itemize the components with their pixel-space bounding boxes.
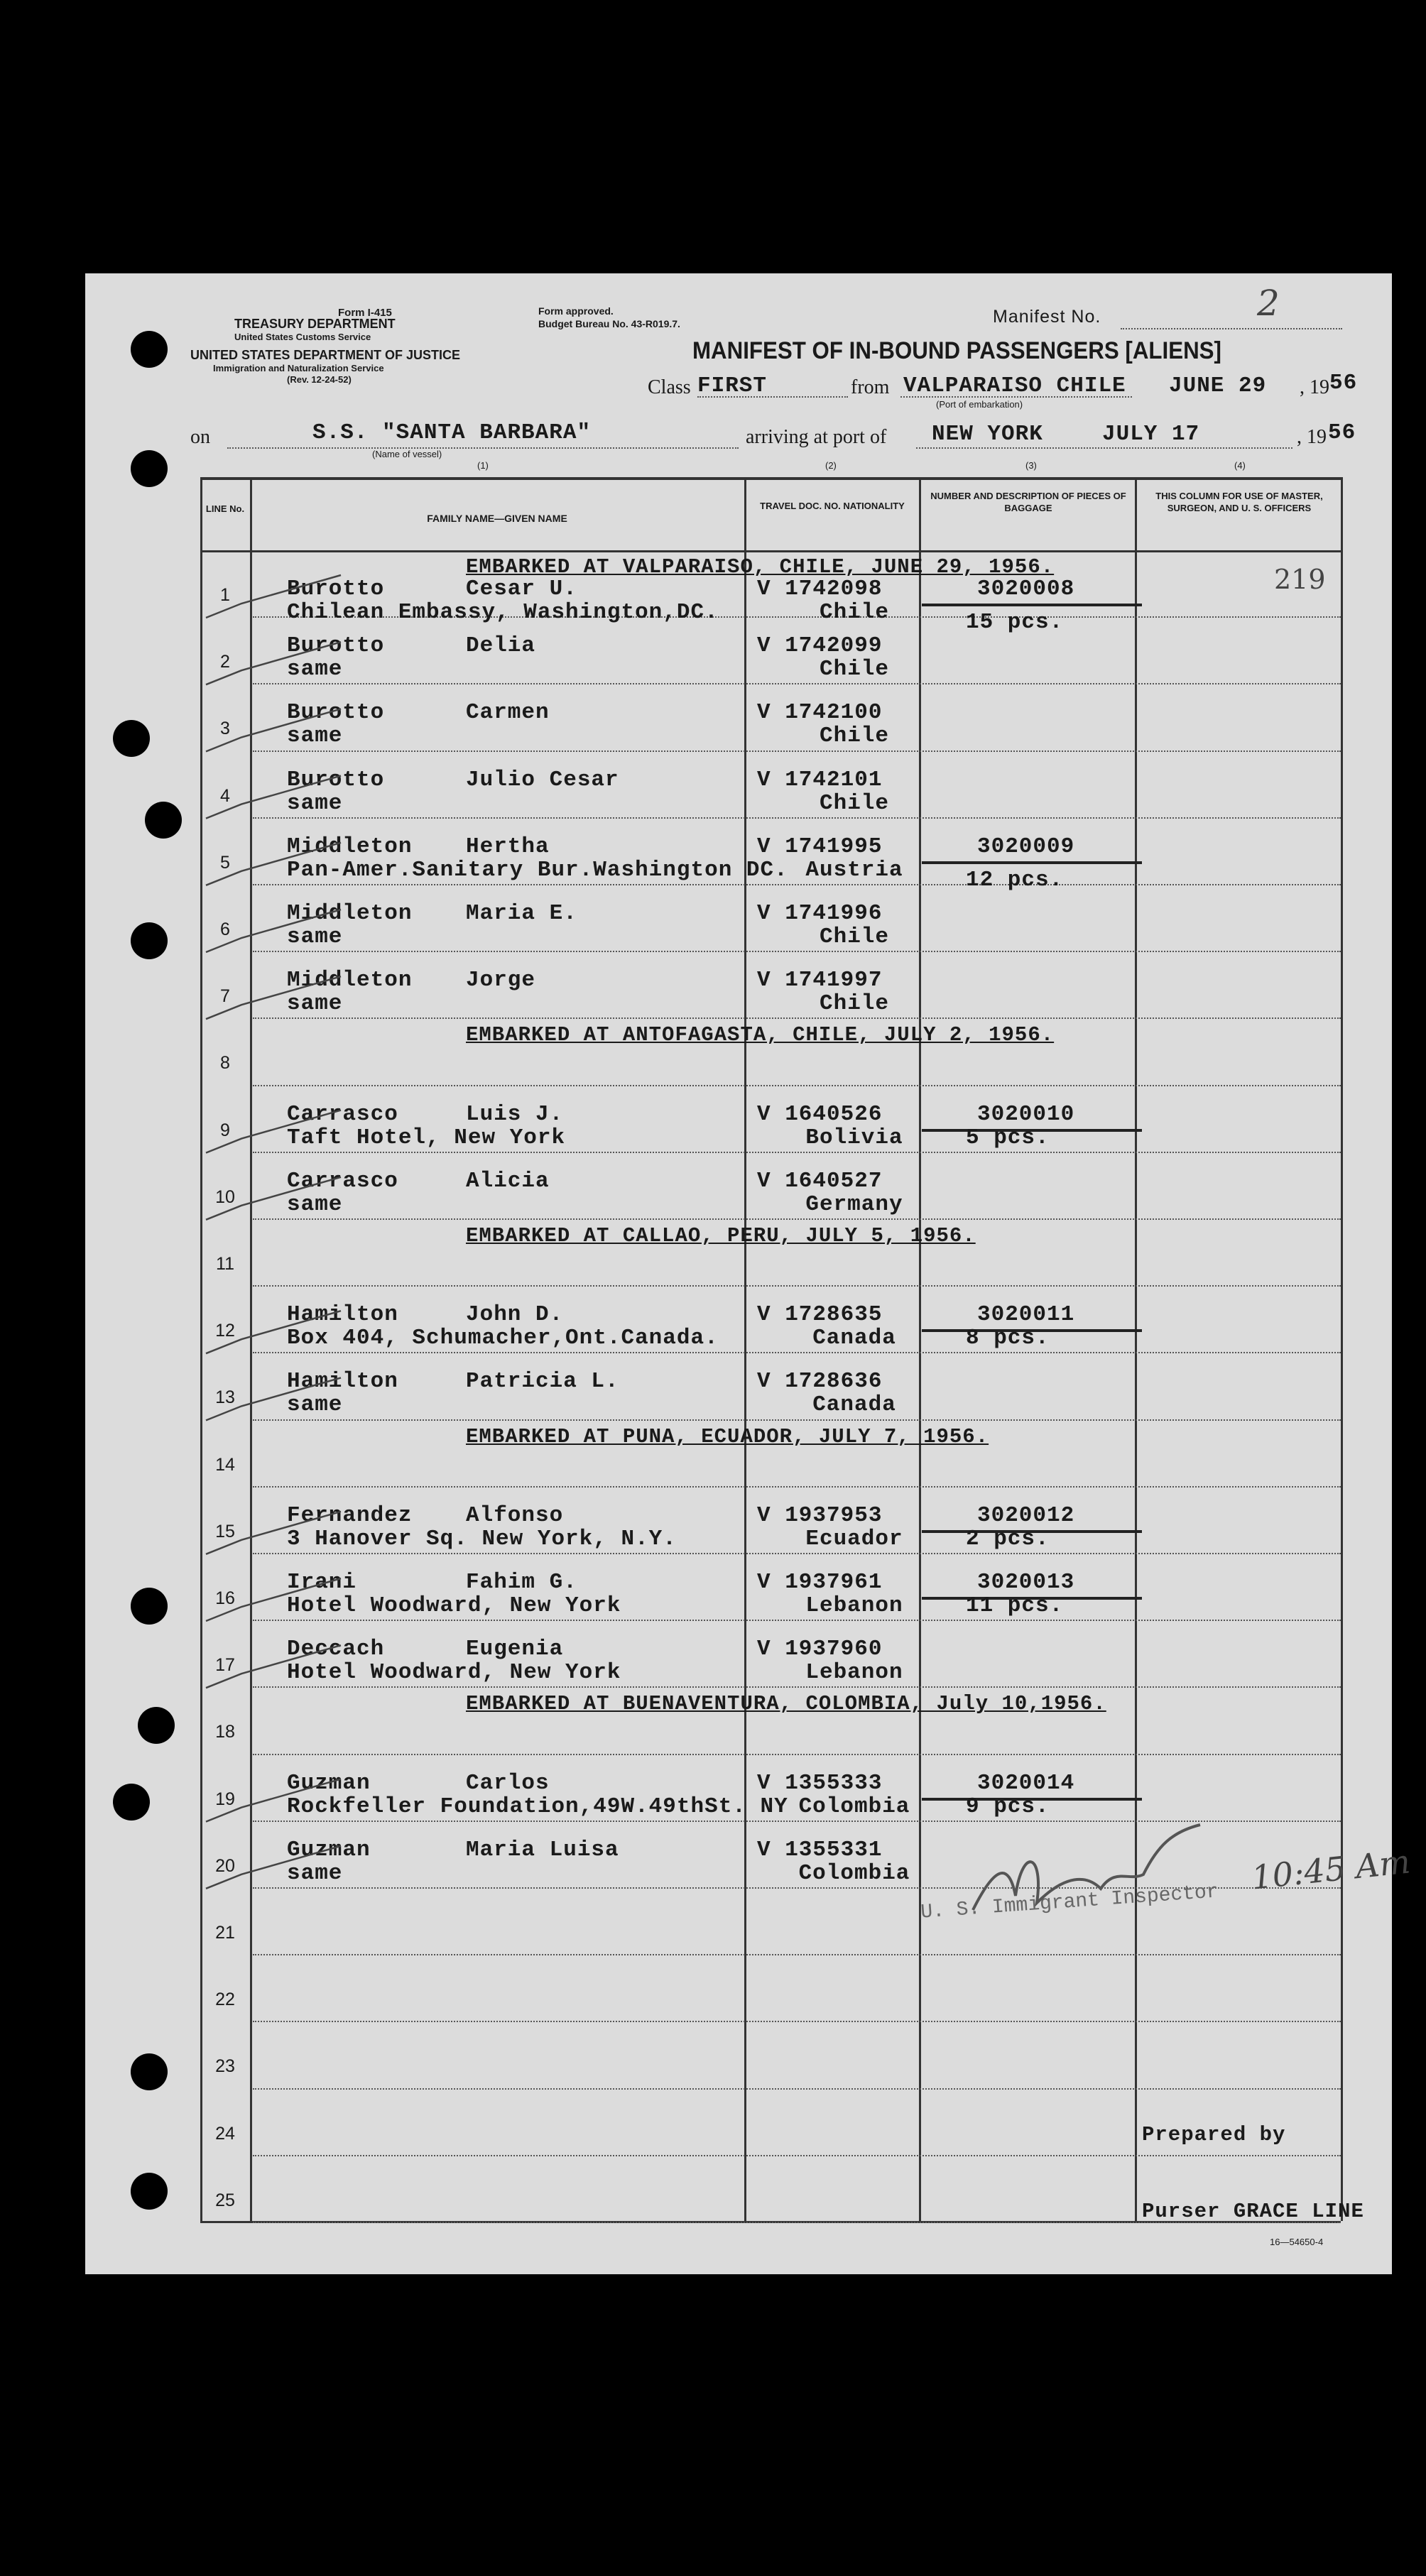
from-year-prefix: , 19 — [1300, 376, 1329, 398]
row-divider — [253, 1620, 1341, 1621]
passenger-address: Pan-Amer.Sanitary Bur.Washington DC. — [287, 857, 788, 883]
tick-mark — [206, 1779, 341, 1822]
from-year: 56 — [1329, 371, 1358, 395]
header-officers: THIS COLUMN FOR USE OF MASTER, SURGEON, AND U. S. OFFICERS — [1155, 491, 1323, 513]
tick-mark — [206, 1846, 341, 1889]
tick-mark — [206, 776, 341, 819]
nationality: Lebanon — [805, 1593, 903, 1618]
arrive-port: NEW YORK — [932, 422, 1043, 447]
baggage-pieces: 8 pcs. — [966, 1326, 1050, 1351]
punch-hole — [131, 2173, 168, 2210]
travel-doc-number: V 1728635 — [757, 1302, 883, 1328]
passenger-address: 3 Hanover Sq. New York, N.Y. — [287, 1526, 677, 1551]
punch-hole — [131, 331, 168, 368]
tick-mark — [206, 1645, 341, 1688]
baggage-number: 3020014 — [977, 1770, 1075, 1796]
line-number: 18 — [215, 1722, 235, 1742]
travel-doc-number: V 1741995 — [757, 834, 883, 859]
line-number: 5 — [220, 852, 230, 873]
row-divider — [253, 1419, 1341, 1421]
line-number: 6 — [220, 919, 230, 939]
col-divider-doc — [919, 477, 921, 2221]
line-number: 9 — [220, 1120, 230, 1140]
punch-hole — [131, 1588, 168, 1625]
passenger-given-name: Fahim G. — [466, 1570, 577, 1595]
line-number: 8 — [220, 1053, 230, 1074]
embarked-heading: EMBARKED AT VALPARAISO, CHILE, JUNE 29, 1956. — [466, 555, 1055, 579]
col-divider-right — [1341, 477, 1343, 2221]
line-number: 12 — [215, 1321, 235, 1341]
passenger-family-name: Middleton — [287, 968, 413, 993]
travel-doc-number: V 1937961 — [757, 1570, 883, 1595]
line-number: 19 — [215, 1789, 235, 1809]
line-number: 15 — [215, 1521, 235, 1541]
line-number: 10 — [215, 1186, 235, 1207]
line-number: 7 — [220, 986, 230, 1007]
line-number: 24 — [215, 2123, 235, 2144]
officer-note-219: 219 — [1274, 564, 1326, 595]
header-baggage: NUMBER AND DESCRIPTION OF PIECES OF BAGGAGE — [930, 491, 1126, 513]
arrive-line — [916, 447, 1292, 449]
row-divider — [253, 1352, 1341, 1353]
line-number: 21 — [215, 1923, 235, 1943]
row-divider — [253, 1218, 1341, 1220]
arrive-year: 56 — [1328, 420, 1356, 445]
tick-mark — [206, 1512, 341, 1554]
baggage-pieces: 5 pcs. — [966, 1125, 1050, 1150]
baggage-number: 3020012 — [977, 1502, 1075, 1528]
passenger-given-name: Luis J. — [466, 1101, 564, 1127]
row-divider — [253, 817, 1341, 819]
passenger-family-name: Deccach — [287, 1637, 385, 1662]
passenger-family-name: Middleton — [287, 834, 413, 859]
nationality: Chile — [819, 790, 889, 816]
nationality: Chile — [819, 600, 889, 625]
tick-mark — [206, 1110, 341, 1153]
passenger-family-name: Irani — [287, 1570, 357, 1595]
line-number: 2 — [220, 652, 230, 672]
tick-mark — [206, 843, 341, 885]
passenger-family-name: Burotto — [287, 767, 385, 792]
on-label: on — [190, 426, 210, 448]
signature-stroke — [973, 1825, 1200, 1910]
inspector-stamp: U. S. Immigrant Inspector — [920, 1881, 1219, 1924]
row-divider — [253, 2155, 1341, 2156]
row-divider — [253, 2021, 1341, 2022]
line-number: 13 — [215, 1387, 235, 1408]
passenger-address: Hotel Woodward, New York — [287, 1593, 621, 1618]
passenger-given-name: Julio Cesar — [466, 767, 619, 792]
passenger-address: same — [287, 924, 343, 949]
immigration-service: Immigration and Naturalization Service — [213, 363, 384, 373]
col3-number: (3) — [1025, 460, 1037, 471]
tick-mark — [206, 1578, 341, 1621]
passenger-given-name: Hertha — [466, 834, 550, 859]
nationality: Ecuador — [805, 1526, 903, 1551]
line-number: 14 — [215, 1454, 235, 1475]
table-top-border — [200, 477, 1341, 480]
manifest-sheet — [85, 273, 1413, 2274]
travel-doc-number: V 1741997 — [757, 968, 883, 993]
baggage-pieces: 12 pcs. — [966, 867, 1064, 893]
passenger-family-name: Fernandez — [287, 1502, 413, 1528]
punch-hole — [131, 922, 168, 959]
passenger-given-name: Maria E. — [466, 901, 577, 926]
passenger-given-name: Maria Luisa — [466, 1837, 619, 1862]
travel-doc-number: V 1640526 — [757, 1101, 883, 1127]
baggage-number: 3020013 — [977, 1570, 1075, 1595]
nationality: Lebanon — [805, 1660, 903, 1686]
passenger-given-name: Patricia L. — [466, 1369, 619, 1395]
passenger-address: same — [287, 1191, 343, 1217]
passenger-given-name: Alfonso — [466, 1502, 564, 1528]
manifest-title: MANIFEST OF IN-BOUND PASSENGERS [ALIENS] — [692, 337, 1221, 364]
vessel-name: S.S. "SANTA BARBARA" — [312, 420, 592, 445]
travel-doc-number: V 1742101 — [757, 767, 883, 792]
tick-marks — [199, 554, 362, 1974]
passenger-family-name: Burotto — [287, 577, 385, 601]
row-divider — [253, 1553, 1341, 1554]
passenger-address: same — [287, 724, 343, 749]
row-divider — [253, 951, 1341, 952]
treasury-department: TREASURY DEPARTMENT — [234, 317, 396, 331]
baggage-number: 3020008 — [977, 577, 1075, 601]
line-number: 25 — [215, 2190, 235, 2210]
passenger-address: same — [287, 790, 343, 816]
vessel-caption: (Name of vessel) — [372, 449, 442, 459]
nationality: Austria — [805, 857, 903, 883]
row-divider — [253, 884, 1341, 885]
header-name: FAMILY NAME—GIVEN NAME — [427, 513, 567, 524]
embarked-heading: EMBARKED AT ANTOFAGASTA, CHILE, JULY 2, 1956. — [466, 1023, 1055, 1047]
arrive-year-prefix: , 19 — [1297, 426, 1327, 448]
line-number: 20 — [215, 1855, 235, 1876]
tick-mark — [206, 1311, 341, 1353]
header-line-no: LINE No. — [205, 503, 245, 514]
line-number: 3 — [220, 719, 230, 739]
row-divider — [253, 683, 1341, 684]
row-divider — [253, 1486, 1341, 1488]
travel-doc-number: V 1355333 — [757, 1770, 883, 1796]
nationality: Bolivia — [805, 1125, 903, 1150]
passenger-given-name: Carmen — [466, 700, 550, 726]
form-number: Form I-415 — [338, 307, 392, 319]
travel-doc-number: V 1937960 — [757, 1637, 883, 1662]
baggage-pieces: 2 pcs. — [966, 1526, 1050, 1551]
class-value: FIRST — [697, 373, 768, 398]
passenger-family-name: Carrasco — [287, 1101, 398, 1127]
passenger-given-name: Delia — [466, 633, 536, 659]
customs-service: United States Customs Service — [234, 332, 371, 342]
passenger-address: same — [287, 991, 343, 1017]
embarked-heading: EMBARKED AT BUENAVENTURA, COLOMBIA, July 10,1956. — [466, 1692, 1106, 1716]
class-line — [697, 396, 848, 398]
row-divider — [253, 2088, 1341, 2090]
header-travel-doc: TRAVEL DOC. NO. NATIONALITY — [760, 501, 905, 511]
passenger-family-name: Burotto — [287, 633, 385, 659]
nationality: Chile — [819, 724, 889, 749]
row-divider — [253, 1085, 1341, 1086]
from-port: VALPARAISO CHILE — [903, 373, 1126, 398]
signature-time: 10:45 Am — [1249, 1842, 1413, 1897]
baggage-number: 3020010 — [977, 1101, 1075, 1127]
passenger-given-name: Carlos — [466, 1770, 550, 1796]
passenger-family-name: Hamilton — [287, 1369, 398, 1395]
baggage-underline — [922, 604, 1142, 606]
tick-mark — [206, 642, 341, 684]
row-divider — [253, 1754, 1341, 1755]
passenger-family-name: Guzman — [287, 1837, 371, 1862]
tick-mark — [206, 1177, 341, 1220]
punch-hole — [131, 450, 168, 487]
passenger-family-name: Carrasco — [287, 1168, 398, 1194]
embarked-heading: EMBARKED AT PUNA, ECUADOR, JULY 7, 1956. — [466, 1424, 989, 1448]
passenger-address: same — [287, 657, 343, 682]
col2-number: (2) — [825, 460, 837, 471]
line-number: 11 — [216, 1254, 234, 1274]
row-divider — [253, 1954, 1341, 1955]
nationality: Chile — [819, 991, 889, 1017]
baggage-number: 3020011 — [977, 1302, 1075, 1328]
travel-doc-number: V 1742100 — [757, 700, 883, 726]
baggage-number: 3020009 — [977, 834, 1075, 859]
col1-number: (1) — [477, 460, 489, 471]
passenger-family-name: Burotto — [287, 700, 385, 726]
passenger-address: same — [287, 1860, 343, 1886]
passenger-family-name: Middleton — [287, 901, 413, 926]
from-line — [900, 396, 1132, 398]
travel-doc-number: V 1937953 — [757, 1502, 883, 1528]
tick-mark — [206, 910, 341, 952]
table-header-border — [200, 550, 1341, 552]
from-date: JUNE 29 — [1169, 373, 1267, 398]
nationality: Canada — [812, 1326, 896, 1351]
col-divider-baggage — [1135, 477, 1137, 2221]
nationality: Chile — [819, 924, 889, 949]
revision-date: (Rev. 12-24-52) — [287, 374, 352, 385]
passenger-given-name: Cesar U. — [466, 577, 577, 601]
manifest-no-value: 2 — [1257, 283, 1280, 324]
nationality: Colombia — [798, 1794, 910, 1819]
embarked-heading: EMBARKED AT CALLAO, PERU, JULY 5, 1956. — [466, 1224, 976, 1248]
travel-doc-number: V 1355331 — [757, 1837, 883, 1862]
travel-doc-number: V 1640527 — [757, 1168, 883, 1194]
travel-doc-number: V 1742098 — [757, 577, 883, 601]
tick-mark — [206, 575, 341, 618]
passenger-address: Taft Hotel, New York — [287, 1125, 566, 1150]
line-number: 22 — [215, 1990, 235, 2010]
passenger-address: Rockfeller Foundation,49W.49thSt. NY — [287, 1794, 788, 1819]
passenger-given-name: John D. — [466, 1302, 564, 1328]
manifest-no-label: Manifest No. — [993, 307, 1101, 327]
tick-mark — [206, 1377, 341, 1420]
row-divider — [253, 751, 1341, 752]
punch-hole — [138, 1707, 175, 1744]
passenger-family-name: Guzman — [287, 1770, 371, 1796]
from-label: from — [851, 376, 890, 398]
punch-hole — [131, 2053, 168, 2090]
row-divider — [253, 1152, 1341, 1153]
department-of-justice: UNITED STATES DEPARTMENT OF JUSTICE — [190, 348, 461, 362]
port-caption: (Port of embarkation) — [936, 399, 1023, 410]
punch-hole — [113, 720, 150, 757]
travel-doc-number: V 1728636 — [757, 1369, 883, 1395]
travel-doc-number: V 1741996 — [757, 901, 883, 926]
nationality: Chile — [819, 657, 889, 682]
row-divider — [253, 1285, 1341, 1287]
punch-hole — [145, 802, 182, 839]
passenger-given-name: Jorge — [466, 968, 536, 993]
line-number: 16 — [215, 1588, 235, 1608]
col4-number: (4) — [1234, 460, 1246, 471]
line-number: 4 — [220, 785, 230, 806]
arrive-date: JULY 17 — [1102, 422, 1200, 447]
budget-bureau: Budget Bureau No. 43-R019.7. — [538, 318, 680, 329]
line-number: 23 — [215, 2056, 235, 2077]
passenger-address: Chilean Embassy, Washington,DC. — [287, 600, 719, 625]
passenger-given-name: Eugenia — [466, 1637, 564, 1662]
line-number: 17 — [215, 1655, 235, 1676]
footer-code: 16—54650-4 — [1270, 2237, 1324, 2247]
inspector-signature — [966, 1803, 1264, 1931]
nationality: Colombia — [798, 1860, 910, 1886]
line-number: 1 — [220, 585, 230, 605]
baggage-pieces: 9 pcs. — [966, 1794, 1050, 1819]
tick-mark — [206, 709, 341, 751]
manifest-no-line — [1121, 328, 1342, 329]
vessel-line — [227, 447, 739, 449]
travel-doc-number: V 1742099 — [757, 633, 883, 659]
nationality: Canada — [812, 1392, 896, 1418]
passenger-given-name: Alicia — [466, 1168, 550, 1194]
passenger-address: Hotel Woodward, New York — [287, 1660, 621, 1686]
baggage-pieces: 15 pcs. — [966, 610, 1064, 635]
passenger-address: Box 404, Schumacher,Ont.Canada. — [287, 1326, 719, 1351]
row-divider — [253, 1017, 1341, 1019]
arriving-label: arriving at port of — [746, 426, 887, 448]
prepared-by: Prepared by — [1142, 2123, 1286, 2146]
col-divider-name — [744, 477, 746, 2221]
form-approved: Form approved. — [538, 305, 614, 317]
baggage-pieces: 11 pcs. — [966, 1593, 1064, 1618]
class-label: Class — [648, 376, 691, 398]
row-divider — [253, 1686, 1341, 1688]
tick-mark — [206, 976, 341, 1019]
passenger-address: same — [287, 1392, 343, 1418]
passenger-family-name: Hamilton — [287, 1302, 398, 1328]
punch-hole — [113, 1784, 150, 1821]
baggage-underline — [922, 861, 1142, 864]
nationality: Germany — [805, 1191, 903, 1217]
purser: Purser GRACE LINE — [1142, 2200, 1364, 2223]
